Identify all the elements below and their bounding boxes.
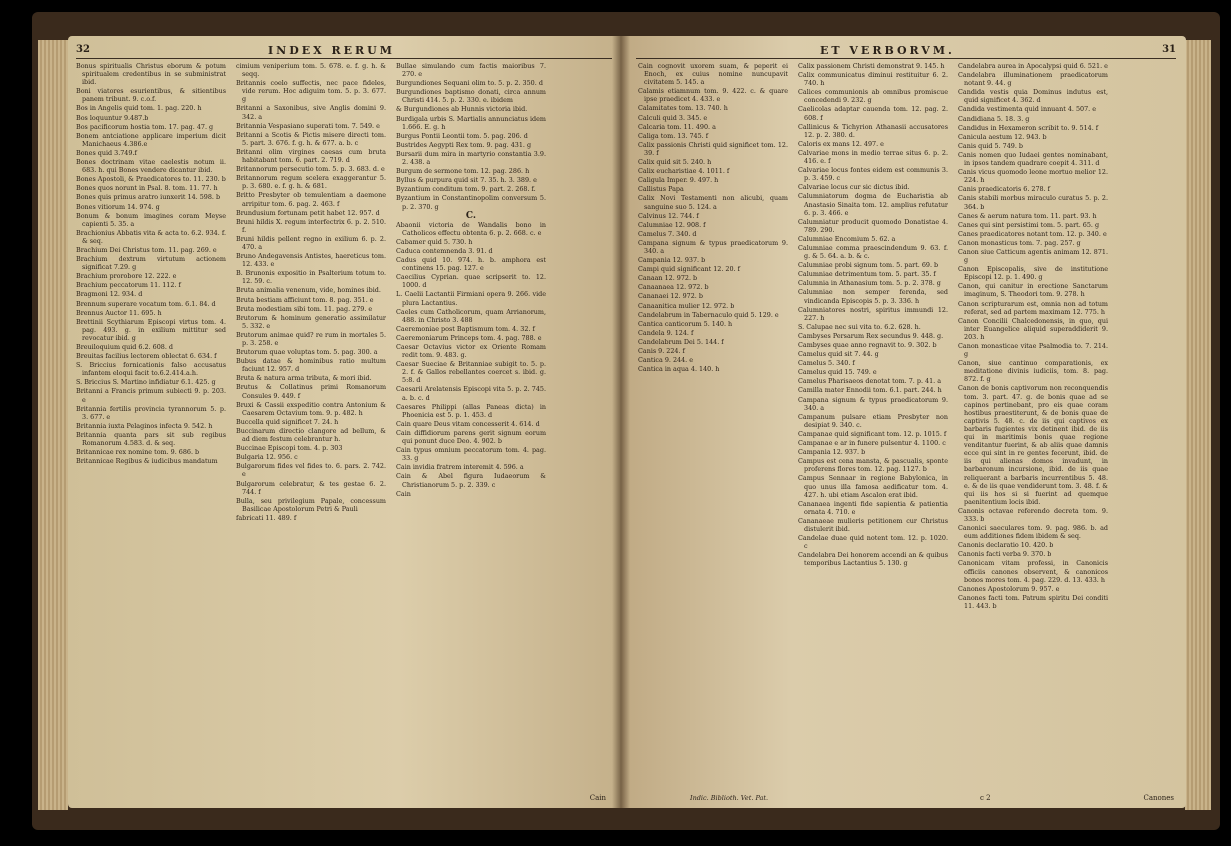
index-entry: Bulgaria 12. 956. c bbox=[236, 453, 298, 462]
index-entry: Burgum de sermone tom. 12. pag. 286. h bbox=[396, 167, 530, 176]
index-entry: Canon scripturarum est, omnia non ad totum referat, sed ad partem maximam 12. 775. h bbox=[958, 299, 1108, 316]
index-entry: fabricati 11. 489. f bbox=[236, 513, 297, 522]
index-entry: Calvariae locus fontes eidem est communis 3. p. 3. 459. c bbox=[798, 166, 948, 183]
index-entry: Bones doctrinam vitae caelestis notum ii. 683. h. qui Bones vendere dicantur ibid. bbox=[76, 158, 226, 175]
index-entry: Calix eucharistiae 4. 1011. f bbox=[638, 167, 730, 176]
index-entry: Candelae duae quid notent tom. 12. p. 1020. c bbox=[798, 534, 948, 551]
index-entry: Brachium peccatorum 11. 112. f bbox=[76, 281, 181, 290]
index-entry: Bustrides Aegypti Rex tom. 9. pag. 431. g bbox=[396, 140, 532, 149]
index-entry: Campanae quid significant tom. 12. p. 1015. f bbox=[798, 429, 947, 438]
index-entry: Cain & Abel figura Iudaeorum & Christianorum 5. p. 2. 339. c bbox=[396, 472, 546, 489]
index-entry: Brutorum animae quid? re rum in mortales 5. p. 3. 258. e bbox=[236, 330, 386, 347]
index-entry: Candida vestis quia Dominus indutus est, quid significet 4. 362. d bbox=[958, 88, 1108, 105]
index-entry: Caesar Octavius victor ex Oriente Romam redit tom. 9. 483. g. bbox=[396, 343, 546, 360]
index-entry: Bones quis primus aratro iunxerit 14. 598. b bbox=[76, 193, 221, 202]
index-entry: Caesar Sueciae & Britanniae subigit to. 5. p. 2. f. & Gallos rebellantes coercet s. ibid. g. 5:8. d bbox=[396, 360, 546, 385]
index-entry: Campana signum & typus praedicatorum 9. 340. a bbox=[638, 238, 788, 255]
index-entry: Calumniae Encomium 5. 62. a bbox=[798, 234, 896, 243]
index-entry: Brachionius Abbatis vita & acta to. 6.2. 934. f. & seq. bbox=[76, 228, 226, 245]
index-entry: Bruxi & Cassii exspeditio contra Antonium & Caesarem Octavium tom. 9. p. 482. h bbox=[236, 400, 386, 417]
index-entry: S. Calupae nec sui vita to. 6.2. 628. h. bbox=[798, 322, 921, 331]
index-entry: Calculi quid 3. 345. e bbox=[638, 113, 708, 122]
index-entry: Canon de bonis captivorum non reconquendis tom. 3. part. 47. g. de bonis quae ad se capinos pertinebant, pro eis quae coram hostibus praestiterunt, & de bonis quae de captivis 5. 48. c. de iis qui captivos ex barbaris fugientes vix detinent ibid. de iis qui in maritimis bonis quae regione venditantur fuerint, & ab aliis quae damnis ecce qui sint in re gentes fecerunt, ibid. de iis qui alienas domos invadunt, in barbaronum incursione, ibid. de iis quae reliquerant a barbaris incurrentibus 5. 48. e. & de iis quae vendiderunt tom. 3. 48. f. & qui iis hos si si fuerint ad quemque paenitentium locis ibid. bbox=[958, 384, 1108, 506]
index-entry: Bulgarorum celebratur, & tes gestae 6. 2. 744. f bbox=[236, 479, 386, 496]
index-entry: Campus est cena mansta, & pascualis, sponte proferens flores tom. 12. pag. 1127. b bbox=[798, 457, 948, 474]
index-entry: Canonici saeculares tom. 9. pag. 986. b. ad eum additiones fidem ibidem & seq. bbox=[958, 524, 1108, 541]
right-column-3 bbox=[958, 62, 1108, 762]
index-entry: Callinicus & Tichyrion Athanasii accusatores 12. p. 2. 380. d. bbox=[798, 122, 948, 139]
index-entry: Candela 9. 124. f bbox=[638, 328, 694, 337]
index-entry: Canaanitica mulier 12. 972. b bbox=[638, 301, 735, 310]
index-entry: Candidus in Hexameron scribit to. 9. 514. f bbox=[958, 123, 1099, 132]
index-entry: Caesares Philippi (allas Paneas dicta) in Phoenicia est 5. p. 1. 453. d bbox=[396, 402, 546, 419]
index-entry: Caecilius Cyprian. quae scripserit to. 12. 1000. d bbox=[396, 273, 546, 290]
index-entry: Cain bbox=[396, 489, 411, 498]
index-entry: Cadus quid 10. 974. h. b. amphora est continens 15. pag. 127. e bbox=[396, 256, 546, 273]
index-entry: Camelus quid 15. 749. e bbox=[798, 368, 877, 377]
left-running-head: INDEX RERUM bbox=[268, 44, 395, 57]
index-entry: Camelus Pharisaeos denotat tom. 7. p. 41. a bbox=[798, 377, 942, 386]
index-entry: Calvariae locus cur sic dictus ibid. bbox=[798, 183, 910, 192]
index-entry: Bruta bestiam afficiunt tom. 8. pag. 351. e bbox=[236, 295, 374, 304]
index-entry: Candelabra illuminationem praedicatorum notant 9. 44. g bbox=[958, 71, 1108, 88]
index-entry: Cananaea ingenti fide sapientia & patientia ornata 4. 710. e bbox=[798, 499, 948, 516]
index-entry: Bursarii dum mira in martyrio constantia 3.9. 2. 438. a bbox=[396, 149, 546, 167]
index-entry: Candelabrum Dei 5. 144. f bbox=[638, 337, 724, 346]
right-page-number: 31 bbox=[1162, 44, 1176, 55]
index-entry: Canis vicus quomodo leone mortuo melior 12. 224. h bbox=[958, 168, 1108, 185]
index-entry: Bruta modestiam sibi tom. 11. pag. 279. e bbox=[236, 304, 373, 313]
index-entry: Brettinii Scythiarum Episcopi virtus tom. 4. pag. 493. g. in exilium mittitur sed revocatur ibid. g bbox=[76, 317, 226, 342]
left-page-edges bbox=[38, 40, 68, 810]
index-entry: Cananaei 12. 972. b bbox=[638, 292, 703, 301]
index-entry: Britto Presbyter ob temulentiam a daemone arripitur tom. 6. pag. 2. 463. f bbox=[236, 191, 386, 208]
index-entry: Calices communionis ab omnibus promiscue concedendi 9. 232. g bbox=[798, 88, 948, 105]
index-entry: Canonicam vitam professi, in Canonicis officiis canones observent, & canonicos bonos mores tom. 4. pag. 229. d. 13. 433. h bbox=[958, 559, 1108, 584]
index-entry: Calumniae non semper ferenda, sed vindicanda Episcopis 5. p. 3. 336. h bbox=[798, 288, 948, 305]
left-page-number: 32 bbox=[76, 44, 90, 55]
index-entry: Cananaeae mulieris petitionem cur Christus distulerit ibid. bbox=[798, 516, 948, 533]
index-entry: Britannicae Regibus & iudicibus mandatum bbox=[76, 457, 218, 466]
index-entry: Calumniatores nostri, spiritus immundi 12. 227. h bbox=[798, 305, 948, 322]
index-entry: Canis stabili morbus miraculo curatus 5. p. 2. 364. b bbox=[958, 194, 1108, 211]
index-entry: Bruta & natura arma tributa, & mori ibid. bbox=[236, 374, 372, 383]
right-footer: Indic. Biblioth. Vet. Pat. bbox=[690, 794, 769, 802]
index-entry: Canones facti tom. Patrum spiritu Dei conditi 11. 443. b bbox=[958, 593, 1108, 610]
index-entry: Bubus datae & hominibus ratio multum faciunt 12. 957. d bbox=[236, 357, 386, 374]
index-entry: Camelus 7. 340. d bbox=[638, 229, 697, 238]
index-entry: Calvinus 12. 744. f bbox=[638, 211, 699, 220]
index-entry: Bruni hildis pellent regno in exilium 6. p. 2. 470. a bbox=[236, 234, 386, 251]
index-entry: Canis nomen quo Iudaei gentes nominabant, in ipsos tandem quadrare coepit 4. 311. d bbox=[958, 150, 1108, 168]
index-entry: Calix quid sit 5. 240. h bbox=[638, 158, 712, 167]
right-page-edges bbox=[1185, 40, 1211, 810]
index-entry: Britannia quanta pars sit sub regibus Romanorum 4.583. d. & seq. bbox=[76, 430, 226, 448]
right-signature: c 2 bbox=[980, 794, 991, 802]
index-entry: Bullae simulando cum factis maioribus 7. 270. e bbox=[396, 62, 546, 79]
index-entry: Burgus Pontii Leontii tom. 5. pag. 206. d bbox=[396, 131, 528, 140]
index-entry: Bruni hildis X. regum interfectrix 6. p. 2. 510. f. bbox=[236, 217, 386, 234]
index-entry: Canon, siue cantinuo comparationis, ex meditatione divinis iudiciis, tom. 8. pag. 872. f. g bbox=[958, 359, 1108, 384]
index-entry: Campi quid significant 12. 20. f bbox=[638, 265, 740, 274]
index-entry: Cain cognovit uxorem suam, & peperit ei Enoch, ex cuius nomine nuncupavit civitatem 5. 145. a bbox=[638, 62, 788, 87]
index-entry: Buccella quid significet 7. 24. h bbox=[236, 417, 339, 426]
index-entry: Canon siue Catticum agentis animam 12. 871. g bbox=[958, 247, 1108, 265]
index-entry: Calamitates tom. 13. 740. h bbox=[638, 104, 728, 113]
index-entry: Britannia fertilis provincia tyrannorum 5. p. 3. 677. e bbox=[76, 404, 226, 421]
left-columns bbox=[76, 62, 546, 762]
index-entry: S. Briccius S. Martino infidiatur 6.1. 425. g bbox=[76, 378, 216, 387]
left-column-2 bbox=[236, 62, 386, 762]
index-entry: Calumniae 12. 908. f bbox=[638, 220, 706, 229]
index-entry: Calamis etiamnum tom. 9. 422. c. & quare ipse praedicet 4. 433. e bbox=[638, 87, 788, 104]
index-entry: B. Brunonis expositio in Psalterium totum to. 12. 59. c. bbox=[236, 269, 386, 286]
index-entry: Caduca contemnenda 3. 91. d bbox=[396, 246, 493, 255]
index-entry: Calix Novi Testamenti non alicubi, quam sanguine suo 5. 124. a bbox=[638, 194, 788, 211]
index-entry: Calix passionis Christi quid significet tom. 12. 39. f bbox=[638, 140, 788, 157]
index-entry: Bones quos norunt in Psal. 8. tom. 11. 77. h bbox=[76, 184, 218, 193]
index-entry: Caliga tom. 13. 745. f bbox=[638, 131, 709, 140]
index-entry: Caelicolas adaptar cauenda tom. 12. pag. 2. 608. f bbox=[798, 105, 948, 122]
index-entry: Bonem antciatione applicare imperium dicit Manichaeus 4.386.e bbox=[76, 131, 226, 148]
index-entry: Cain diffidiorum parens gerit signum eorum qui ponunt duce Deo. 4. 902. b bbox=[396, 428, 546, 446]
index-entry: Britannicae rex nomine tom. 9. 686. b bbox=[76, 448, 200, 457]
index-entry: Camilla mater Ennodii tom. 6.1. part. 244. h bbox=[798, 386, 942, 395]
index-entry: Canaanaea 12. 972. b bbox=[638, 283, 709, 292]
index-entry: Calix passionem Christi demonstrat 9. 145. h bbox=[798, 62, 945, 70]
index-entry: Camelus 5. 340. f bbox=[798, 359, 855, 368]
index-entry: Britannorum persecutio tom. 5. p. 3. 683. d. e bbox=[236, 165, 385, 174]
index-entry: Britannis coelo suffectis, nec pace fideles, vide rerum. Hoc adiguim tom. 5. p. 3. 677. g bbox=[236, 79, 386, 104]
index-entry: Brundusium fortunam petit habet 12. 957. d bbox=[236, 208, 380, 217]
index-entry: Calumniatur producit quomodo Donatistae 4. 789. 290. bbox=[798, 217, 948, 234]
left-page bbox=[68, 36, 620, 808]
index-entry: Calumniae probi signum tom. 5. part. 69. b bbox=[798, 261, 939, 270]
index-entry: Brachium prorobore 12. 222. e bbox=[76, 272, 177, 281]
index-entry: L. Caelii Lactantii Firmiani opera 9. 266. vide plura Lactantius. bbox=[396, 290, 546, 307]
index-entry: Calumnia in Athanasium tom. 5. p. 2. 378. g bbox=[798, 279, 941, 288]
index-entry: Canes praedicatores notant tom. 12. p. 340. e bbox=[958, 229, 1107, 238]
index-entry: Britanni olim virgines caesas cum bruta habitabant tom. 6. part. 2. 719. d bbox=[236, 147, 386, 165]
index-entry: Candidiana 5. 18. 3. g bbox=[958, 114, 1030, 123]
index-entry: Calumniae comma praescindendum 9. 63. f. g. & 5. 64. a. b. & c. bbox=[798, 243, 948, 261]
index-entry: Bulla, seu privilegium Papale, concessum Basilicae Apostolorum Petri & Pauli bbox=[236, 496, 386, 513]
index-entry: Calumniae detrimentum tom. 5. part. 35. f bbox=[798, 270, 936, 279]
index-entry: Bones Apostoli, & Praedicatores to. 11. 230. b bbox=[76, 175, 226, 184]
right-head-rule bbox=[636, 58, 1176, 59]
right-catchword: Canones bbox=[1143, 794, 1174, 802]
right-column-1 bbox=[638, 62, 788, 762]
index-entry: Burdigala urbis S. Martialis annunciatus idem 1.666. E. g. h bbox=[396, 114, 546, 131]
index-entry: Canaan 12. 972. b bbox=[638, 274, 698, 283]
index-entry: S. Briccius fornicationis falso accusatus infantem eloqui facit to.6.2.414.a.h. bbox=[76, 361, 226, 378]
index-entry: Buccinae Episcopi tom. 4. p. 303 bbox=[236, 444, 343, 453]
index-entry: Candelabra Dei honorem accendi an & quibus temporibus Lactantius 5. 130. g bbox=[798, 551, 948, 568]
index-entry: Canis praedicatoris 6. 278. f bbox=[958, 185, 1051, 194]
index-entry: Canonis declaratio 10. 420. b bbox=[958, 541, 1054, 550]
right-columns bbox=[638, 62, 1108, 762]
index-entry: Bonus spiritualis Christus eborum & potum spiritualem credentibus in se subministrat ibid. bbox=[76, 62, 226, 87]
index-entry: Cain typus omnium peccatorum tom. 4. pag. 33. g bbox=[396, 446, 546, 463]
index-entry: Campus Sennaar in regione Babylonica, in quo unus illa famosa aedificatur tom. 4. 427. h. ubi etiam Ascalon erat ibid. bbox=[798, 474, 948, 499]
index-entry: Bos pacificorum hostia tom. 17. pag. 47. g bbox=[76, 122, 214, 131]
index-entry: Cabamer quid 5. 730. h bbox=[396, 237, 473, 246]
index-entry: Bruta animalia venenum, vide, homines ibid. bbox=[236, 286, 381, 295]
index-entry: Bos loquuntur 9.487.b bbox=[76, 113, 149, 122]
index-entry: Calvariae mons in medio terrae situs 6. p. 2. 416. e. f bbox=[798, 148, 948, 166]
index-entry: Caesarii Arelatensis Episcopi vita 5. p. 2. 745. a. b. c. d bbox=[396, 385, 546, 402]
index-entry: Cain quare Deus vitam concesserit 4. 614. d bbox=[396, 419, 540, 428]
index-entry: Caloris ex mans 12. 497. e bbox=[798, 139, 884, 148]
index-entry: Campanae e ar in funere pulsentur 4. 1100. c bbox=[798, 439, 946, 448]
index-entry: Canes & aerum natura tom. 11. part. 93. h bbox=[958, 211, 1097, 220]
index-entry: Bruno Andegavensis Antistes, haereticus tom. 12. 433. e bbox=[236, 252, 386, 269]
index-entry: C. bbox=[465, 210, 477, 221]
index-entry: Canon monasticus tom. 7. pag. 257. g bbox=[958, 238, 1081, 247]
index-entry: Brachium Dei Christus tom. 11. pag. 269. e bbox=[76, 245, 217, 254]
index-entry: Cain invidia fratrem interemit 4. 596. a bbox=[396, 463, 524, 472]
index-entry: Caeremoniarum Princeps tom. 4. pag. 788. e bbox=[396, 333, 542, 342]
index-entry: Camelus quid sit 7. 44. g bbox=[798, 350, 879, 359]
index-entry: Candelabrum in Tabernaculo quid 5. 129. e bbox=[638, 310, 779, 319]
index-entry: Calumniatorum dogma de Eucharistia ab Anastasio Sinaita tom. 12. amplius refutatur 6. p. 3. 466. e bbox=[798, 192, 948, 217]
index-entry: Byzantium conditum tom. 9. part. 2. 268. f. bbox=[396, 185, 536, 194]
index-entry: Bragmoni 12. 934. d bbox=[76, 290, 143, 299]
index-entry: Canones Apostolorum 9. 957. e bbox=[958, 584, 1060, 593]
index-entry: Bulgarorum fides vel fides to. 6. pars. 2. 742. e bbox=[236, 462, 386, 479]
right-column-2 bbox=[798, 62, 948, 762]
index-entry: & Burgundiones ab Hunnis victoria ibid. bbox=[396, 105, 528, 114]
index-entry: Bos in Angelis quid tom. 1. pag. 220. h bbox=[76, 104, 202, 113]
index-entry: Cambyses Persarum Rex secundus 9. 448. g. bbox=[798, 331, 944, 340]
index-entry: Britannia iuxta Pelaginos infecta 9. 542. h bbox=[76, 421, 213, 430]
left-column-1 bbox=[76, 62, 226, 762]
index-entry: Boni viatores esurientibus, & sitientibus panem tribunt. 9. c.o.f. bbox=[76, 87, 226, 104]
index-entry: Canon Episcopalis, sive de institutione Episcopi 12. p. 1. 490. g bbox=[958, 265, 1108, 282]
index-entry: Campania 12. 937. b bbox=[638, 256, 706, 265]
index-entry: Candelabra aurea in Apocalypsi quid 6. 521. e bbox=[958, 62, 1108, 70]
index-entry: Campanum pulsare etiam Presbyter non desipiat 9. 340. c. bbox=[798, 412, 948, 429]
right-running-head: ET VERBORVM. bbox=[820, 44, 955, 57]
index-entry: Britannorum regum scelera exaggerantur 5. p. 3. 680. e. f. g. h. & 681. bbox=[236, 174, 386, 191]
index-entry: Brutus & Collatinus primi Romanorum Consules 9. 449. f bbox=[236, 383, 386, 400]
index-entry: Brennum superare vocatum tom. 6.1. 84. d bbox=[76, 299, 216, 308]
index-entry: Breuiloquium quid 6.2. 608. d bbox=[76, 343, 173, 351]
left-head-rule bbox=[76, 58, 612, 59]
index-entry: Abaonii victoria de Wandalis bono in Catholicos effectu obtenta 6. p. 2. 668. c. e bbox=[396, 220, 546, 237]
index-entry: Caeles cum Catholicorum, quam Arrianorum, 488. in Christo 3. 488 bbox=[396, 307, 546, 324]
index-entry: Brutorum & hominum generatio assimilatur 5. 332. e bbox=[236, 313, 386, 330]
index-entry: cimium veniperium tom. 5. 678. e. f. g. h. & seqq. bbox=[236, 62, 386, 79]
index-entry: Caligula Imper. 9. 497. h bbox=[638, 176, 719, 185]
index-entry: Byzantium in Constantinopolim conversum 5. p. 2. 370. g bbox=[396, 194, 546, 211]
index-entry: Canes qui sint persistimi tom. 5. part. 65. g bbox=[958, 220, 1100, 229]
index-entry: Britanni a Francis primum subiecti 9. p. 203. e bbox=[76, 387, 226, 404]
index-entry: Callistus Papa bbox=[638, 185, 684, 194]
index-entry: Cantica in aqua 4. 140. h bbox=[638, 365, 720, 374]
index-entry: Britannia Vespasiano superati tom. 7. 549. e bbox=[236, 121, 380, 130]
index-entry: Burgundiones baptismo donati, circa annum Christi 414. 5. p. 2. 330. e. ibidem bbox=[396, 88, 546, 105]
index-entry: Canon, qui canitur in erectione Sanctarum imaginum, S. Theodori tom. 9. 278. h bbox=[958, 282, 1108, 299]
index-entry: Brachium dextrum virtutum actionem significat 7.29. g bbox=[76, 255, 226, 272]
index-entry: Canis 9. 224. f bbox=[638, 347, 685, 355]
index-entry: Canonis octavae referendo decreta tom. 9. 333. b bbox=[958, 506, 1108, 523]
index-entry: Bones vitiorum 14. 974. g bbox=[76, 202, 160, 211]
index-entry: Cantica 9. 244. e bbox=[638, 356, 694, 365]
index-entry: Burgundiones Sequani olim to. 5. p. 2. 350. d bbox=[396, 79, 543, 88]
left-catchword: Cain bbox=[589, 794, 606, 802]
left-column-3 bbox=[396, 62, 546, 762]
index-entry: Britanni a Saxonibus, sive Anglis domini 9. 342. a bbox=[236, 104, 386, 121]
index-entry: Britanni a Scotis & Pictis misere directi tom. 5. part. 3. 676. f. g. h. & 677. a. b. c bbox=[236, 130, 386, 147]
index-entry: Canis quid 5. 749. b bbox=[958, 141, 1024, 150]
index-entry: Cantica canticorum 5. 140. h bbox=[638, 319, 733, 328]
index-entry: Candida vestimenta quid innuant 4. 507. e bbox=[958, 105, 1096, 114]
index-entry: Caeremoniae post Baptismum tom. 4. 32. f bbox=[396, 324, 535, 333]
book-gutter bbox=[612, 36, 630, 808]
index-entry: Calcaria tom. 11. 490. a bbox=[638, 122, 716, 131]
index-entry: Canicula aestum 12. 943. b bbox=[958, 132, 1047, 141]
index-entry: Calix communicatus diminui restituitur 6. 2. 740. h bbox=[798, 71, 948, 88]
index-entry: Cambyses quae anno regnavit to. 9. 302. b bbox=[798, 341, 937, 349]
index-entry: Campana signum & typus praedicatorum 9. 340. a bbox=[798, 395, 948, 412]
index-entry: Campania 12. 937. b bbox=[798, 448, 866, 457]
right-page bbox=[620, 36, 1186, 808]
index-entry: Bones quid 3.749.f bbox=[76, 148, 137, 157]
index-entry: Breuitas facilius lectorem oblectat 6. 634. f bbox=[76, 352, 217, 361]
index-entry: Buccinarum directio clangore ad bellum, & ad diem festum celebrantur h. bbox=[236, 426, 386, 444]
index-entry: Bonum & bonum imagines coram Meyse capienti 5. 35. a bbox=[76, 211, 226, 228]
index-entry: Canonis facti verba 9. 370. b bbox=[958, 550, 1052, 559]
index-entry: Canon monasticae vitae Psalmodia to. 7. 214. g bbox=[958, 342, 1108, 359]
index-entry: Byllus & purpura quid sit 7. 35. h. 3. 389. e bbox=[396, 176, 537, 185]
index-entry: Canon Concilii Chalcedonensis, in quo, qui inter Euangelice aliquid superaddiderit 9. 203. h bbox=[958, 316, 1108, 341]
index-entry: Brennus Auctor 11. 695. h bbox=[76, 308, 162, 317]
index-entry: Brutorum quae voluptas tom. 5. pag. 300. a bbox=[236, 348, 378, 357]
